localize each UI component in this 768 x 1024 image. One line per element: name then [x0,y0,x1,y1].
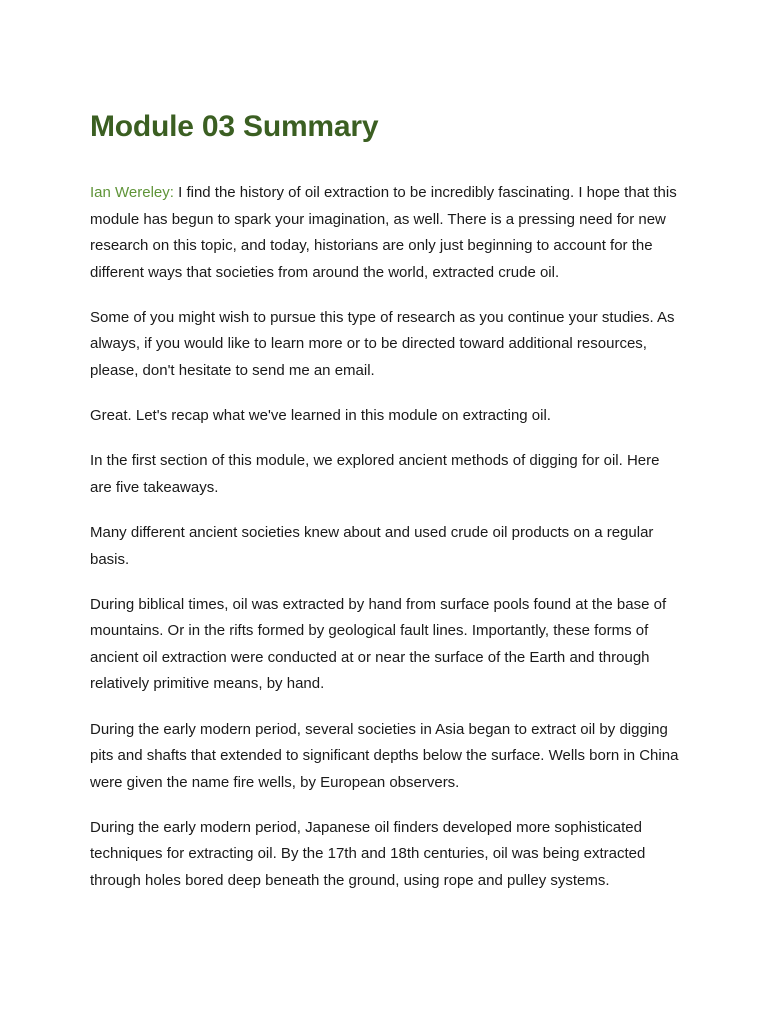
document-page [90,106,680,895]
page-title: Module 03 Summary [90,110,379,143]
paragraph: During the early modern period, Japanese oil finders developed more sophisticated techniques for extracting oil. By the 17th and 18th centuries, oil was being extracted through holes bored deep beneath the ground, using rope and pulley systems. [90,818,646,889]
paragraph: Great. Let's recap what we've learned in this module on extracting oil. [90,407,551,425]
paragraph-intro [90,180,680,286]
paragraph: Some of you might wish to pursue this type of research as you continue your studies. As always, if you would like to learn more or to be directed toward additional resources, please, don't hesitate to send me an email. [90,308,675,380]
paragraph: In the first section of this module, we explored ancient methods of digging for oil. Here are five takeaways. [90,452,660,496]
speaker-name: Ian Wereley: [90,184,174,201]
paragraph: During the early modern period, several societies in Asia began to extract oil by digging pits and shafts that extended to significant depths below the surface. Wells born in China were given the name fire wells, by European observers. [90,720,679,791]
paragraph-intro-text: I find the history of oil extraction to be incredibly fascinating. I hope that this module has begun to spark your imagination, as well. There is a pressing need for new research on this topic, and today, historians are only just beginning to account for the different ways that societies from around the world, extracted crude oil. [90,184,677,281]
paragraph: Many different ancient societies knew about and used crude oil products on a regular basis. [90,523,654,568]
paragraph: During biblical times, oil was extracted by hand from surface pools found at the base of mountains. Or in the rifts formed by geological fault lines. Importantly, these forms of ancient oil extraction were conducted at or near the surface of the Earth and through relatively primitive means, by hand. [90,595,667,693]
